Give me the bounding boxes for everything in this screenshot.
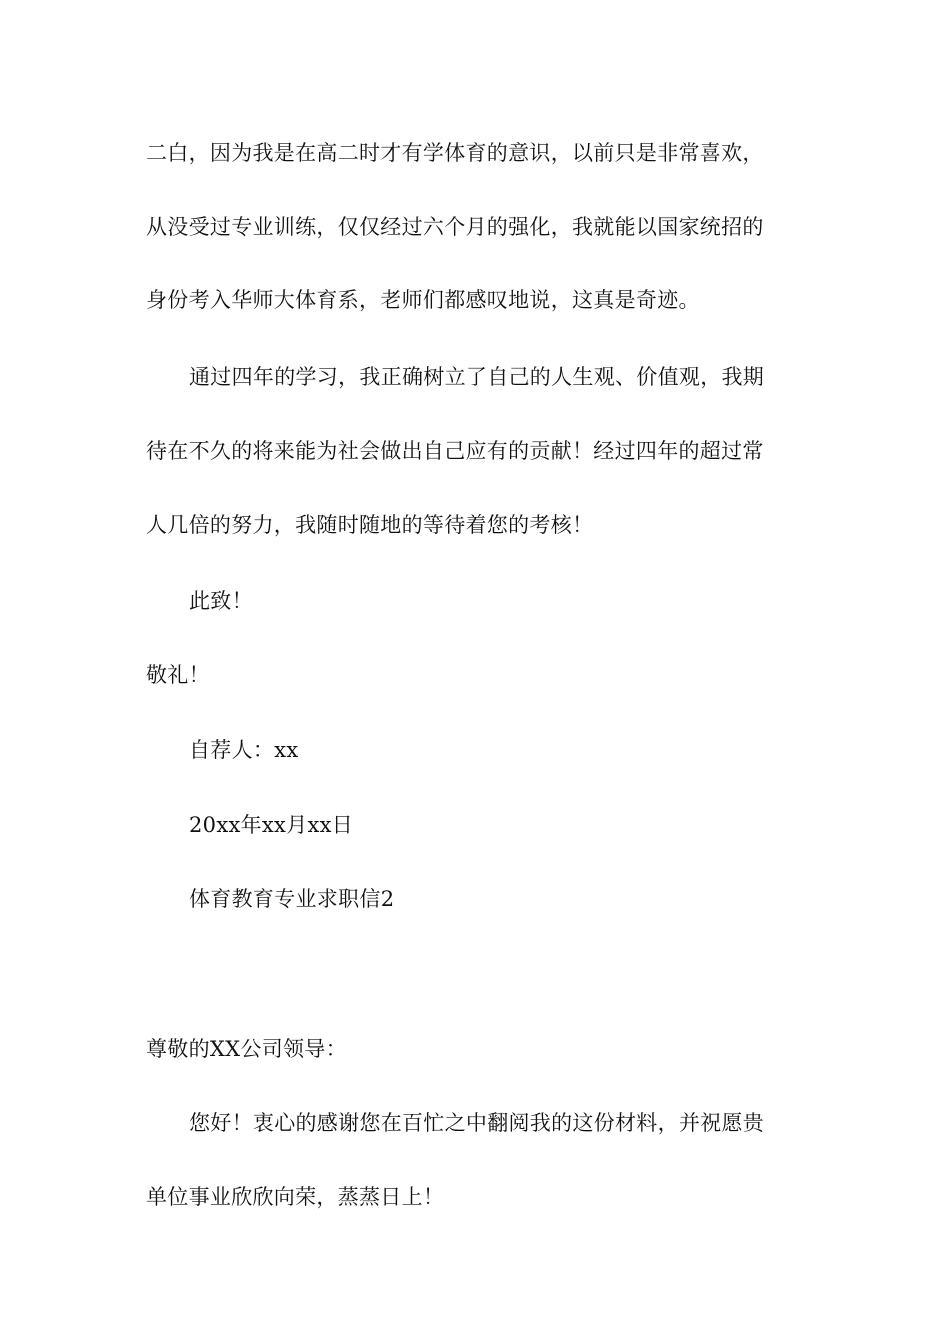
text-line: 身份考入华师大体育系，老师们都感叹地说，这真是奇迹。 — [146, 288, 700, 312]
text-line: 二白，因为我是在高二时才有学体育的意识，以前只是非常喜欢， — [146, 141, 764, 165]
closing-line: 此致！ — [189, 589, 253, 613]
text-line: 待在不久的将来能为社会做出自己应有的贡献！经过四年的超过常 — [146, 439, 764, 463]
closing-line: 敬礼！ — [146, 663, 210, 687]
text-line: 您好！衷心的感谢您在百忙之中翻阅我的这份材料，并祝愿贵 — [189, 1111, 765, 1135]
salutation-line: 尊敬的XX公司领导： — [146, 1037, 347, 1061]
letter-title: 体育教育专业求职信2 — [189, 887, 395, 911]
date-line: 20xx年xx月xx日 — [189, 813, 354, 837]
text-line: 通过四年的学习，我正确树立了自己的人生观、价值观，我期 — [189, 365, 765, 389]
signer-line: 自荐人：xx — [189, 738, 299, 762]
text-line: 单位事业欣欣向荣，蒸蒸日上！ — [146, 1185, 445, 1209]
text-line: 从没受过专业训练，仅仅经过六个月的强化，我就能以国家统招的 — [146, 215, 764, 239]
text-line: 人几倍的努力，我随时随地的等待着您的考核！ — [146, 513, 594, 537]
